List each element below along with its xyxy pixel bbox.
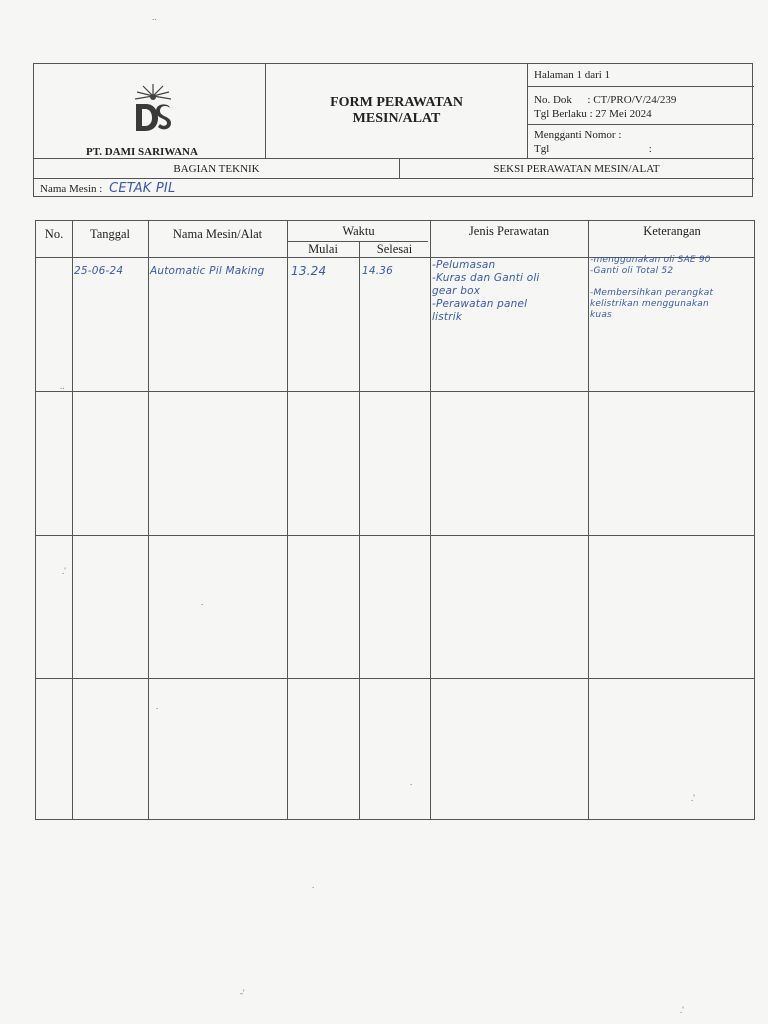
logo-cell bbox=[34, 64, 266, 158]
row1-keterangan bbox=[590, 255, 756, 321]
keterangan-line: kelistrikan menggunakan bbox=[590, 299, 709, 309]
keterangan-line: -Ganti oli Total 52 bbox=[590, 266, 674, 276]
page-info: Halaman 1 dari 1 bbox=[528, 64, 754, 87]
replace-label: Mengganti Nomor : bbox=[534, 129, 622, 141]
header-tanggal: Tanggal bbox=[89, 227, 131, 241]
header-nama-mesin: Nama Mesin/Alat bbox=[172, 227, 263, 241]
row1-nama-mesin: Automatic Pil Making bbox=[150, 265, 265, 277]
row1-selesai: 14.36 bbox=[362, 265, 394, 277]
form-header bbox=[33, 63, 753, 197]
replace-info bbox=[528, 124, 754, 158]
machine-name-value: CETAK PIL bbox=[109, 181, 176, 196]
form-title-line2: MESIN/ALAT bbox=[352, 111, 441, 126]
row1-tanggal: 25-06-24 bbox=[74, 265, 124, 277]
company-logo-icon bbox=[130, 82, 176, 134]
form-title-line1: FORM PERAWATAN bbox=[330, 95, 463, 110]
tgl-row bbox=[534, 142, 754, 156]
header-selesai: Selesai bbox=[376, 242, 413, 256]
tgl-label: Tgl bbox=[534, 143, 550, 155]
row1-jenis-perawatan bbox=[432, 259, 588, 324]
row1-mulai: 13.24 bbox=[291, 264, 327, 278]
department-left: BAGIAN TEKNIK bbox=[34, 159, 400, 179]
header-mulai: Mulai bbox=[308, 242, 338, 256]
valid-from: Tgl Berlaku : 27 Mei 2024 bbox=[534, 108, 652, 120]
form-sheet: PT. DAMI SARIWANA FORM PERAWATAN MESIN/ALAT Halaman 1 dari 1 No. Dok : CT/PRO/V/24/239 Tgl Berlaku : 27 Mei 2024 Mengganti Nomor : Tgl : BAGIAN TEKNIK SEKSI PERAWATAN MESIN/ALAT Nama Mesin : CETAK PIL No. Tanggal Nama Mesin/Alat Waktu Mulai Selesai Jenis Perawatan Keterangan 25-06-24 Automatic Pil Making 13.24 14.36 -Pelumasan -Kuras dan Ganti oli gear box -Perawatan panel listrik -menggunakan oli SAE 90 -Ganti oli Total 52 -Membersihkan perangkat kelistrikan menggunakan kuas .. .' . . . .' .. . -' .' bbox=[0, 0, 768, 1024]
header-keterangan: Keterangan bbox=[643, 224, 701, 238]
keterangan-line: -menggunakan oli SAE 90 bbox=[590, 255, 711, 265]
tgl-value: : bbox=[648, 143, 652, 155]
jenis-perawatan-line: -Perawatan panel bbox=[432, 298, 528, 310]
company-name: PT. DAMI SARIWANA bbox=[86, 146, 198, 158]
keterangan-line bbox=[590, 277, 756, 288]
department-right: SEKSI PERAWATAN MESIN/ALAT bbox=[493, 163, 660, 175]
keterangan-line: -Membersihkan perangkat bbox=[590, 288, 714, 298]
jenis-perawatan-line: -Kuras dan Ganti oli bbox=[432, 272, 540, 284]
jenis-perawatan-line: listrik bbox=[432, 311, 463, 323]
doc-number-label: No. Dok bbox=[534, 94, 572, 106]
header-jenis-perawatan: Jenis Perawatan bbox=[468, 224, 550, 238]
title-cell bbox=[266, 64, 528, 158]
maintenance-table: No. Tanggal Nama Mesin/Alat Waktu Mulai Selesai Jenis Perawatan Keterangan 25-06-24 Automatic Pil Making 13.24 14.36 -Pelumasan -Kuras dan Ganti oli gear box -Perawatan panel listrik -menggunakan oli SAE 90 -Ganti oli Total 52 -Membersihkan perangkat kelistrikan menggunakan kuas .. .' . . . .' bbox=[35, 220, 755, 820]
meta-cell bbox=[528, 64, 754, 158]
header-waktu: Waktu bbox=[342, 224, 375, 238]
header-no: No. bbox=[44, 227, 64, 241]
jenis-perawatan-line: -Pelumasan bbox=[432, 259, 496, 271]
doc-number-value: : CT/PRO/V/24/239 bbox=[587, 94, 677, 106]
keterangan-line: kuas bbox=[590, 310, 612, 320]
jenis-perawatan-line: gear box bbox=[432, 285, 481, 297]
machine-name-row bbox=[34, 178, 754, 198]
department-row bbox=[34, 158, 754, 178]
machine-name-label: Nama Mesin : bbox=[40, 183, 103, 195]
doc-number bbox=[528, 93, 754, 107]
